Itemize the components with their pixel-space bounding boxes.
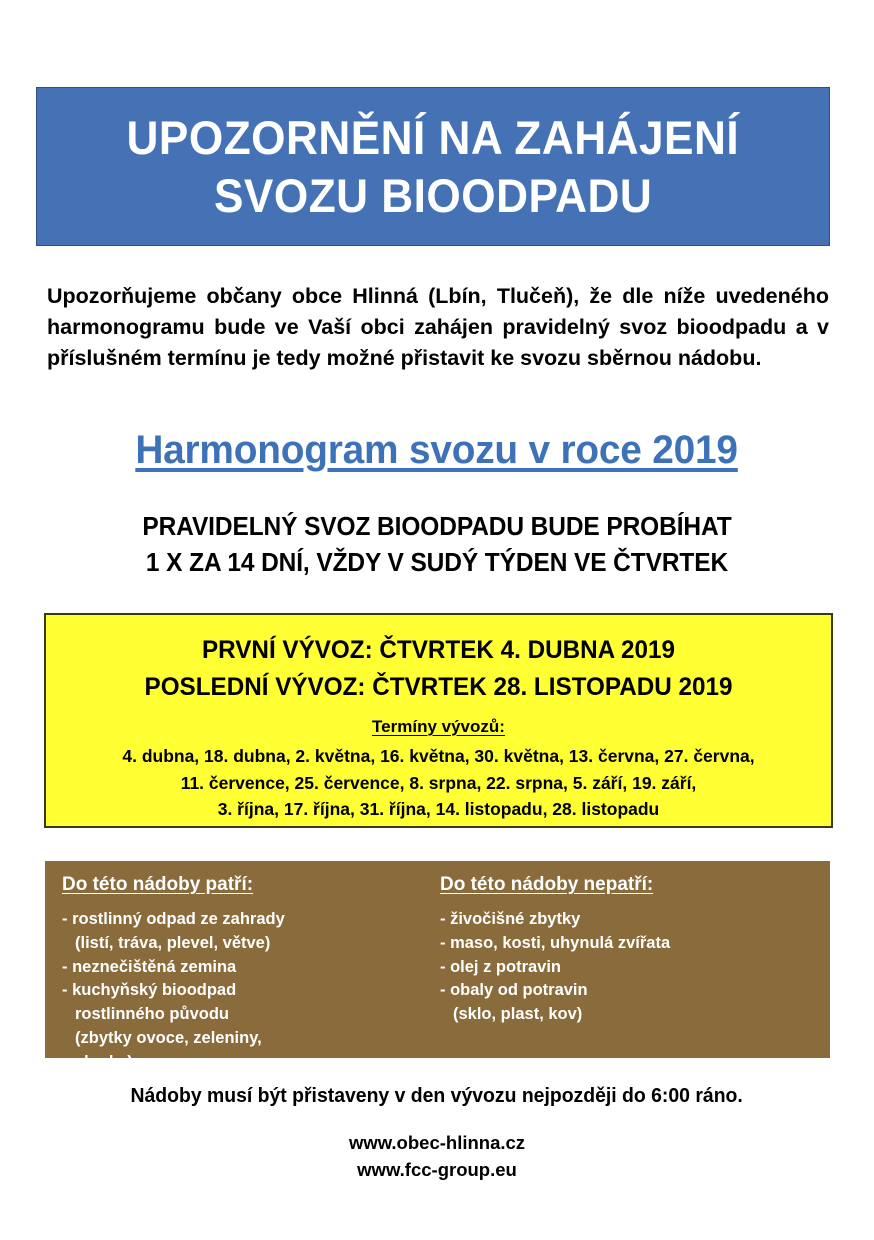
dates-line-1: 4. dubna, 18. dubna, 2. května, 16. května, 30. května, 13. června, 27. června, bbox=[122, 746, 755, 766]
subtitle-block bbox=[0, 509, 874, 581]
accepted-waste-heading: Do této nádoby patří: bbox=[62, 874, 254, 895]
footer-note bbox=[0, 1085, 874, 1108]
dates-line-3: 3. října, 17. října, 31. října, 14. listopadu, 28. listopadu bbox=[217, 799, 660, 820]
list-item-cont: (sklo, plast, kov) bbox=[453, 1005, 583, 1023]
list-item-cont: rostlinného původu bbox=[75, 1005, 229, 1023]
subtitle-line-1: PRAVIDELNÝ SVOZ BIOODPADU BUDE PROBÍHAT bbox=[142, 513, 732, 541]
pickup-dates-box bbox=[44, 613, 833, 828]
footer-note-text: Nádoby musí být přistaveny v den vývozu nejpozději do 6:00 ráno. bbox=[130, 1085, 744, 1107]
list-item-cont: slupky) bbox=[75, 1052, 133, 1071]
subtitle-line-2: 1 X ZA 14 DNÍ, VŽDY V SUDÝ TÝDEN VE ČTVRTEK bbox=[145, 549, 729, 578]
dates-label: Termíny vývozů: bbox=[372, 717, 505, 736]
list-item: - rostlinný odpad ze zahrady bbox=[62, 910, 285, 928]
schedule-heading bbox=[0, 428, 874, 473]
url-obec-hlinna[interactable]: www.obec-hlinna.cz bbox=[348, 1132, 526, 1153]
list-item: - obaly od potravin bbox=[440, 981, 588, 1000]
list-item: - živočišné zbytky bbox=[440, 910, 581, 928]
list-item-cont: (zbytky ovoce, zeleniny, bbox=[75, 1028, 262, 1047]
banner-title-line-1: UPOZORNĚNÍ NA ZAHÁJENÍ bbox=[126, 111, 740, 165]
accepted-waste-column bbox=[45, 861, 430, 1071]
accepted-waste-list bbox=[62, 908, 430, 1074]
list-item: - kuchyňský bioodpad bbox=[62, 981, 237, 1000]
footer-urls bbox=[0, 1130, 874, 1184]
intro-paragraph: Upozorňujeme občany obce Hlinná (Lbín, Tlučeň), že dle níže uvedeného harmonogramu bude ve Vaší obci zahájen pravidelný svoz bioodpadu a v příslušném termínu je tedy možné přistavit ke svozu sběrnou nádobu. bbox=[47, 284, 829, 371]
rejected-waste-list bbox=[440, 908, 830, 1027]
pickup-main-lines bbox=[46, 632, 831, 706]
rejected-waste-heading: Do této nádoby nepatří: bbox=[440, 874, 654, 895]
dates-list bbox=[46, 743, 831, 823]
dates-line-2: 11. července, 25. července, 8. srpna, 22. srpna, 5. září, 19. září, bbox=[180, 772, 697, 793]
list-item-cont: (listí, tráva, plevel, větve) bbox=[75, 933, 271, 952]
banner-title-line-2: SVOZU BIOODPADU bbox=[213, 168, 653, 222]
list-item: - olej z potravin bbox=[440, 957, 562, 976]
title-banner bbox=[36, 87, 830, 246]
last-pickup-line: POSLEDNÍ VÝVOZ: ČTVRTEK 28. LISTOPADU 2019 bbox=[144, 673, 733, 701]
url-fcc-group[interactable]: www.fcc-group.eu bbox=[357, 1158, 517, 1180]
schedule-heading-text: Harmonogram svozu v roce 2019 bbox=[135, 428, 739, 472]
waste-info-box bbox=[45, 861, 830, 1071]
first-pickup-line: PRVNÍ VÝVOZ: ČTVRTEK 4. DUBNA 2019 bbox=[202, 636, 675, 664]
rejected-waste-column bbox=[430, 861, 830, 1058]
list-item: - neznečištěná zemina bbox=[62, 957, 237, 976]
list-item: - maso, kosti, uhynulá zvířata bbox=[440, 933, 671, 952]
